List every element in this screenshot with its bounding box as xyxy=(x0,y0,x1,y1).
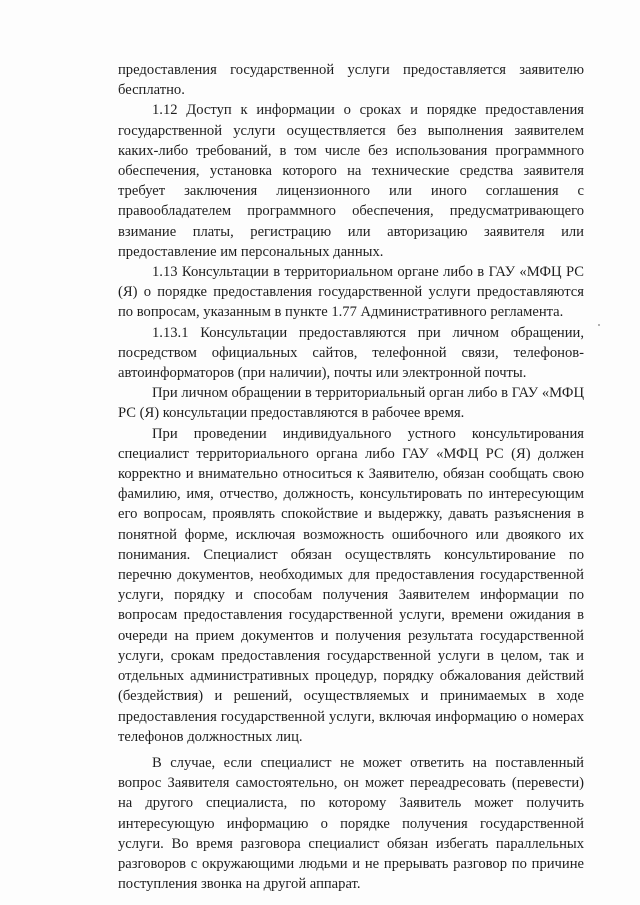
document-body xyxy=(118,60,584,894)
paragraph-1-12: 1.12 Доступ к информации о сроках и порядке предоставления государственной услуги осуществляется без выполнения заявителем каких-либо требований, в том числе без использования программного обеспечения, установка которого на технические средства заявителя требует заключения лицензионного или иного соглашения с правообладателем программного обеспечения, предусматривающего взимание платы, регистрацию или авторизацию заявителя или предоставление им персональных данных. xyxy=(118,102,584,260)
paragraph-oral-consulting: При проведении индивидуального устного консультирования специалист территориального органа либо ГАУ «МФЦ РС (Я) должен корректно и внимательно относиться к Заявителю, обязан сообщать свою фамилию, имя, отчество, должность, консультировать по интересующим его вопросам, проявлять спокойствие и выдержку, давать разъяснения в понятной форме, исключая возможность ошибочного или двоякого их понимания. Специалист обязан осуществлять консультирование по перечню документов, необходимых для предоставления государственной услуги, порядку и способам получения Заявителем информации по вопросам предоставления государственной услуги, времени ожидания в очереди на прием документов и получения результата государственной услуги, срокам предоставления государственной услуги в целом, так и отдельных административных процедур, порядку обжалования действий (бездействия) и решений, осуществляемых и принимаемых в ходе предоставления государственной услуги, включая информацию о номерах телефонов должностных лиц. xyxy=(118,425,584,745)
paragraph-1-13-1: 1.13.1 Консультации предоставляются при личном обращении, посредством официальных сайтов, телефонной связи, телефонов-автоинформаторов (при наличии), почты или электронной почты. xyxy=(118,324,584,382)
paragraph-continuation: предоставления государственной услуги предоставляется заявителю бесплатно. xyxy=(118,62,584,99)
paragraph-personal-visit: При личном обращении в территориальный орган либо в ГАУ «МФЦ РС (Я) консультации предоставляются в рабочее время. xyxy=(118,385,584,422)
paragraph-redirect: В случае, если специалист не может ответить на поставленный вопрос Заявителя самостоятельно, он может переадресовать (перевести) на другого специалиста, по которому Заявитель может получить интересующую информацию о порядке получения государственной услуги. Во время разговора специалист обязан избегать параллельных разговоров с окружающими людьми и не прерывать разговор по причине поступления звонка на другой аппарат. xyxy=(118,754,584,893)
paragraph-1-13: 1.13 Консультации в территориальном органе либо в ГАУ «МФЦ РС (Я) о порядке предоставления государственной услуги предоставляются по вопросам, указанным в пункте 1.77 Административного регламента. xyxy=(118,264,584,321)
scan-speck xyxy=(598,324,600,326)
